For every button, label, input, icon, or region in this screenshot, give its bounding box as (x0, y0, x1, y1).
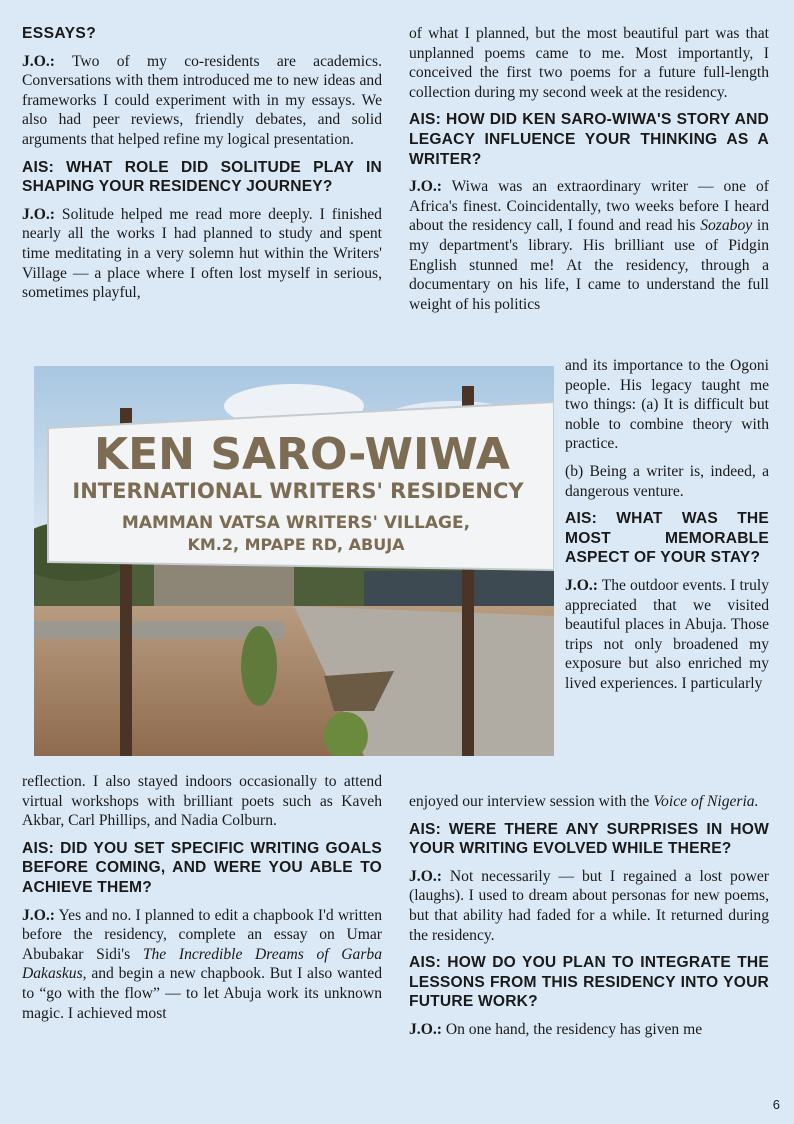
speaker-label: J.O.: (409, 1020, 442, 1038)
book-title: The Incredible Dreams of Garba Dakaskus (22, 945, 383, 983)
speaker-label: J.O.: (409, 178, 442, 196)
speaker-label: J.O.: (22, 52, 55, 70)
answer-paragraph (22, 906, 382, 1024)
speaker-label: J.O.: (22, 205, 55, 223)
speaker-label: J.O.: (22, 906, 55, 924)
question-heading-tail: ESSAYS? (22, 25, 97, 42)
question-heading: AIS: DID YOU SET SPECIFIC WRITING GOALS BEFORE COMING, AND WERE YOU ABLE TO ACHIEVE THEM? (22, 839, 382, 896)
residency-sign-photo (34, 366, 554, 756)
answer-paragraph (22, 52, 382, 150)
question-heading: AIS: HOW DID KEN SARO-WIWA'S STORY AND LEGACY INFLUENCE YOUR THINKING AS A WRITER? (409, 111, 769, 168)
left-column-top (22, 24, 382, 311)
sign-photo-illustration (34, 366, 554, 756)
right-column-top (409, 24, 769, 322)
answer-text: Wiwa was an extraordinary writer — one of Africa's finest. Coincidentally, two weeks before I heard about the residency call, I found and read his (409, 178, 769, 235)
sign-line-1: KEN SARO-WIWA (94, 429, 510, 480)
book-title: Sozaboy (700, 217, 753, 235)
question-heading: AIS: HOW DO YOU PLAN TO INTEGRATE THE LESSONS FROM THIS RESIDENCY INTO YOUR FUTURE WORK? (409, 954, 769, 1011)
right-column-bottom (409, 792, 769, 1048)
answer-text: Solitude helped me read more deeply. I finished nearly all the works I had planned to study and spent time meditating in a very solemn hut within the Writers' Village — a place where I often lost myself in serious, sometimes playful, (22, 205, 382, 302)
sign-line-2: INTERNATIONAL WRITERS' RESIDENCY (72, 479, 524, 503)
answer-text: Yes and no. I planned to edit a chapbook I'd written before the residency, complete an essay on Umar Abubakar Sidi's (22, 906, 382, 963)
answer-text: , and begin a new chapbook. But I also wanted to “go with the flow” — to let Abuja work its unknown magic. I achieved most (22, 965, 382, 1022)
answer-paragraph (409, 867, 769, 945)
answer-continuation: and its importance to the Ogoni people. His legacy taught me two things: (a) It is difficult but noble to combine theory with practice. (565, 357, 769, 453)
answer-continuation: reflection. I also stayed indoors occasionally to attend virtual workshops with brilliant poets such as Kaveh Akbar, Carl Phillips, and Nadia Colburn. (22, 773, 382, 830)
speaker-label: J.O.: (409, 867, 442, 885)
answer-text: enjoyed our interview session with the (409, 793, 654, 810)
question-heading: AIS: WERE THERE ANY SURPRISES IN HOW YOUR WRITING EVOLVED WHILE THERE? (409, 820, 769, 858)
answer-continuation (409, 792, 769, 812)
answer-point-b: (b) Being a writer is, indeed, a dangerous venture. (565, 462, 769, 500)
answer-text: in my department's library. His brilliant use of Pidgin English stunned me! At the residency, through a documentary on his life, I came to understand the full weight of his politics (409, 217, 769, 313)
answer-text: The outdoor events. I truly appreciated that we visited beautiful places in Abuja. Those trips not only broadened my exposure but also enriched my lived experiences. I particularly (565, 576, 769, 692)
answer-text: Two of my co-residents are academics. Conversations with them introduced me to new ideas and frameworks I could experiment with in my essays. We also had peer reviews, friendly debates, and solid arguments that helped refine my logical presentation. (22, 52, 382, 148)
answer-paragraph (22, 205, 382, 303)
page-number: 6 (772, 1097, 780, 1112)
left-column-bottom (22, 772, 382, 1031)
sign-line-4: KM.2, MPAPE RD, ABUJA (187, 535, 405, 554)
question-heading: AIS: WHAT WAS THE MOST MEMORABLE ASPECT OF YOUR STAY? (565, 510, 769, 567)
answer-text: Not necessarily — but I regained a lost power (laughs). I used to dream about personas for new poems, but that ability had faded for a while. It returned during the residency. (409, 867, 769, 944)
question-heading: AIS: WHAT ROLE DID SOLITUDE PLAY IN SHAPING YOUR RESIDENCY JOURNEY? (22, 158, 382, 196)
speaker-label: J.O.: (565, 576, 598, 594)
program-title: Voice of Nigeria. (653, 793, 759, 810)
right-wrap-column (565, 356, 769, 702)
answer-paragraph (409, 177, 769, 314)
answer-continuation: of what I planned, but the most beautiful part was that unplanned poems came to me. Most importantly, I conceived the first two poems for a future full-length collection during my second week at the residency. (409, 25, 769, 101)
answer-paragraph (409, 1020, 769, 1040)
sign-line-3: MAMMAN VATSA WRITERS' VILLAGE, (121, 513, 471, 533)
answer-paragraph (565, 576, 769, 694)
answer-text: On one hand, the residency has given me (445, 1020, 703, 1038)
